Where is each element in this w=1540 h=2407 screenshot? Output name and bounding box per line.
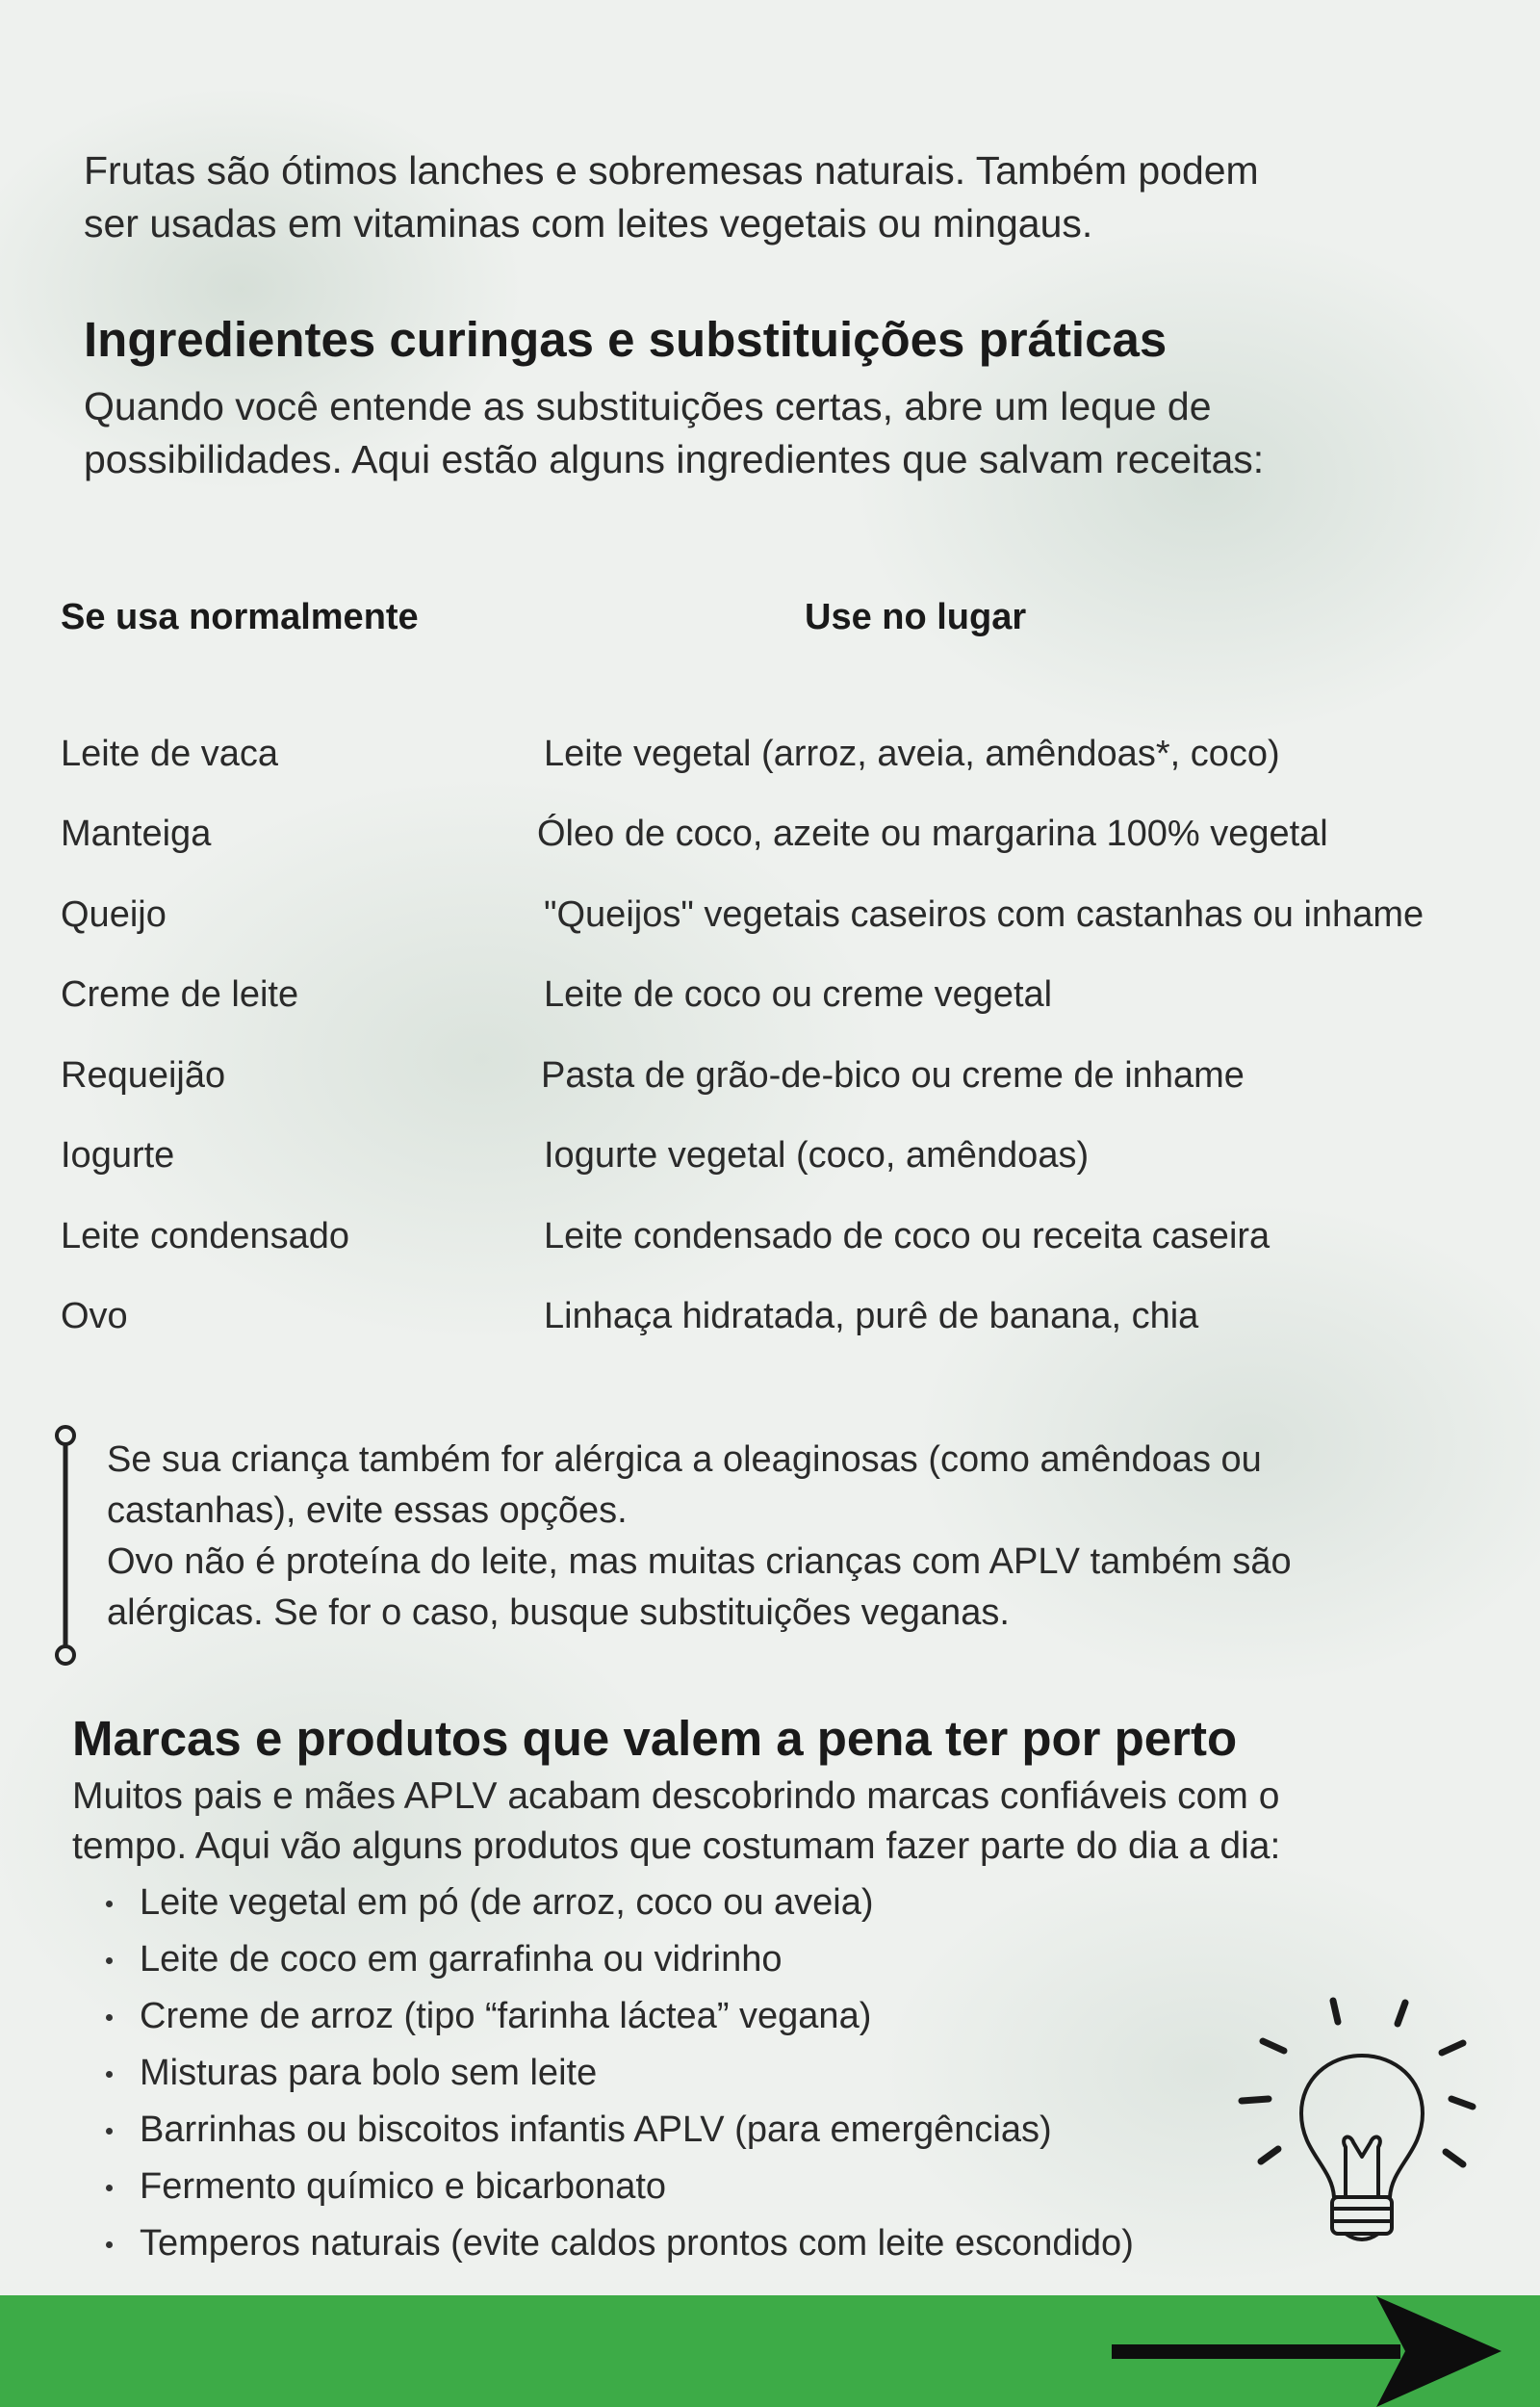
table-header-replacement: Use no lugar <box>805 597 1027 637</box>
note-line-1: Se sua criança também for alérgica a oleaginosas (como amêndoas ou <box>107 1439 1262 1480</box>
section-title-substitutions: Ingredientes curingas e substituições práticas <box>84 312 1168 367</box>
note-line-3: Ovo não é proteína do leite, mas muitas crianças com APLV também são <box>107 1541 1292 1582</box>
allergy-note <box>107 1435 1292 1639</box>
table-cell-usual: Queijo <box>61 894 167 935</box>
table-cell-replacement: Linhaça hidratada, purê de banana, chia <box>544 1296 1199 1336</box>
table-cell-usual: Manteiga <box>61 814 212 854</box>
table-cell-replacement: Leite vegetal (arroz, aveia, amêndoas*, coco) <box>544 734 1280 774</box>
table-header-usual: Se usa normalmente <box>61 597 419 637</box>
list-item: Leite de coco em garrafinha ou vidrinho <box>106 1931 1134 1988</box>
intro-line-1: Frutas são ótimos lanches e sobremesas naturais. Também podem <box>84 148 1259 193</box>
next-arrow-icon[interactable] <box>1107 2296 1511 2407</box>
section-1-paragraph <box>84 380 1264 486</box>
section-title-brands: Marcas e produtos que valem a pena ter por perto <box>72 1711 1238 1766</box>
note-divider-icon <box>48 1420 83 1670</box>
list-item: Temperos naturais (evite caldos prontos com leite escondido) <box>106 2215 1134 2272</box>
table-cell-usual: Requeijão <box>61 1055 226 1096</box>
products-list <box>106 1875 1134 2272</box>
list-item: Fermento químico e bicarbonato <box>106 2159 1134 2215</box>
note-line-2: castanhas), evite essas opções. <box>107 1490 628 1531</box>
list-item: Leite vegetal em pó (de arroz, coco ou aveia) <box>106 1875 1134 1931</box>
table-cell-replacement: Óleo de coco, azeite ou margarina 100% vegetal <box>537 814 1328 854</box>
intro-paragraph <box>84 144 1259 250</box>
list-item: Creme de arroz (tipo “farinha láctea” vegana) <box>106 1988 1134 2045</box>
table-cell-replacement: Pasta de grão-de-bico ou creme de inhame <box>541 1055 1245 1096</box>
table-cell-usual: Ovo <box>61 1296 128 1336</box>
table-cell-usual: Iogurte <box>61 1135 175 1176</box>
list-item: Misturas para bolo sem leite <box>106 2045 1134 2102</box>
section-2-line-2: tempo. Aqui vão alguns produtos que costumam fazer parte do dia a dia: <box>72 1825 1281 1867</box>
table-cell-usual: Leite condensado <box>61 1216 350 1256</box>
table-cell-usual: Leite de vaca <box>61 734 279 774</box>
table-cell-replacement: Leite condensado de coco ou receita caseira <box>544 1216 1270 1256</box>
section-2-line-1: Muitos pais e mães APLV acabam descobrindo marcas confiáveis com o <box>72 1775 1280 1817</box>
table-cell-replacement: "Queijos" vegetais caseiros com castanhas ou inhame <box>544 894 1424 935</box>
intro-line-2: ser usadas em vitaminas com leites vegetais ou mingaus. <box>84 201 1093 246</box>
note-line-4: alérgicas. Se for o caso, busque substituições veganas. <box>107 1592 1010 1633</box>
list-item: Barrinhas ou biscoitos infantis APLV (para emergências) <box>106 2102 1134 2159</box>
section-1-line-1: Quando você entende as substituições certas, abre um leque de <box>84 384 1212 428</box>
table-cell-replacement: Iogurte vegetal (coco, amêndoas) <box>544 1135 1090 1176</box>
section-2-paragraph <box>72 1772 1280 1872</box>
section-1-line-2: possibilidades. Aqui estão alguns ingredientes que salvam receitas: <box>84 437 1265 481</box>
table-cell-replacement: Leite de coco ou creme vegetal <box>544 974 1053 1015</box>
table-cell-usual: Creme de leite <box>61 974 299 1015</box>
lightbulb-icon <box>1232 1993 1482 2263</box>
